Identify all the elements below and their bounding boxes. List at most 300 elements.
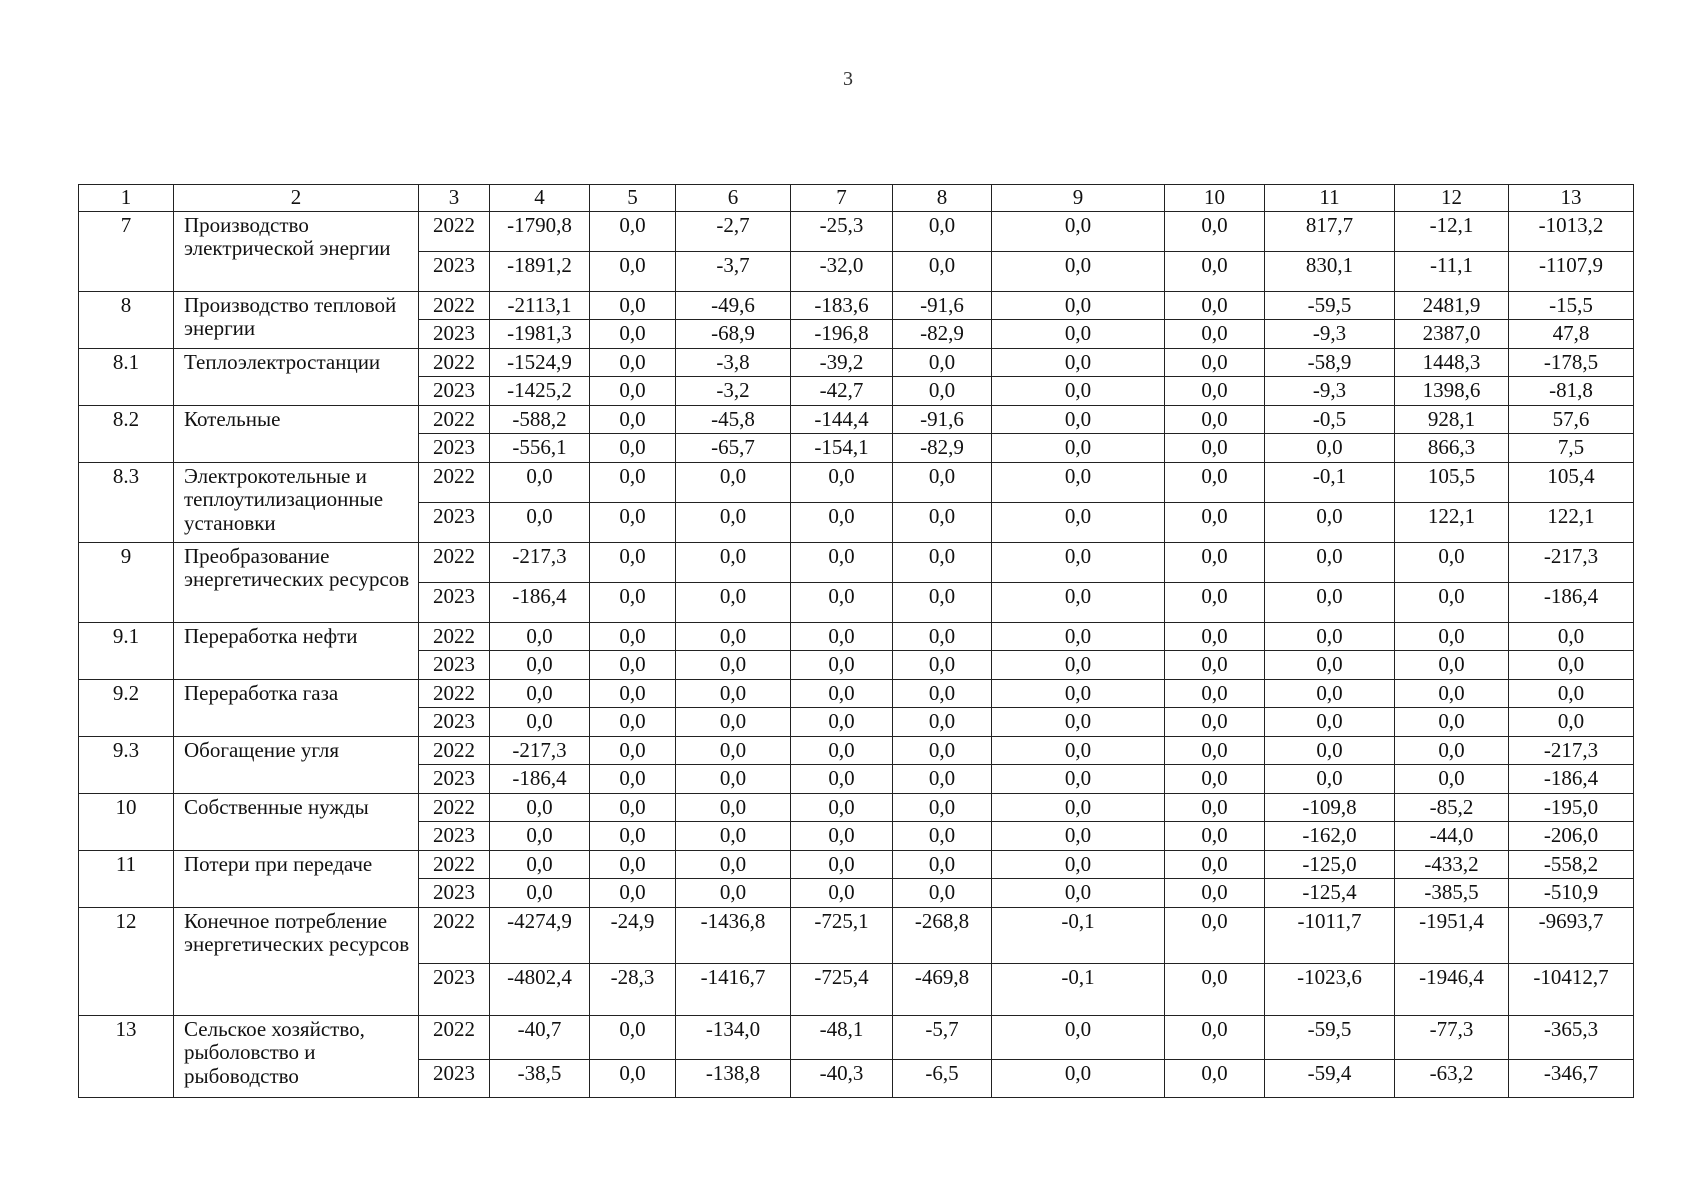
table-row — [79, 736, 1634, 765]
column-number-header: 12 — [1395, 185, 1509, 212]
value-cell: 0,0 — [893, 850, 992, 879]
value-cell: -178,5 — [1509, 348, 1634, 377]
value-cell: 0,0 — [893, 542, 992, 582]
value-cell: -59,5 — [1265, 291, 1395, 320]
value-cell: 0,0 — [676, 708, 791, 737]
value-cell: -186,4 — [1509, 765, 1634, 794]
year-cell: 2022 — [419, 907, 490, 963]
year-cell: 2023 — [419, 879, 490, 908]
column-number-header: 8 — [893, 185, 992, 212]
year-cell: 2022 — [419, 622, 490, 651]
value-cell: 0,0 — [1395, 679, 1509, 708]
column-number-header: 11 — [1265, 185, 1395, 212]
value-cell: 0,0 — [1165, 377, 1265, 406]
year-cell: 2023 — [419, 822, 490, 851]
value-cell: 0,0 — [1165, 582, 1265, 622]
table-row — [79, 462, 1634, 502]
value-cell: -28,3 — [590, 963, 676, 1015]
value-cell: -154,1 — [791, 434, 893, 463]
year-cell: 2022 — [419, 542, 490, 582]
value-cell: -0,1 — [992, 907, 1165, 963]
value-cell: 0,0 — [676, 850, 791, 879]
value-cell: 2481,9 — [1395, 291, 1509, 320]
value-cell: -217,3 — [1509, 736, 1634, 765]
value-cell: 0,0 — [676, 765, 791, 794]
value-cell: -195,0 — [1509, 793, 1634, 822]
column-number-header: 7 — [791, 185, 893, 212]
value-cell: 0,0 — [1165, 679, 1265, 708]
value-cell: 0,0 — [992, 822, 1165, 851]
row-name: Собственные нужды — [174, 793, 419, 850]
value-cell: 0,0 — [893, 348, 992, 377]
value-cell: 0,0 — [490, 679, 590, 708]
value-cell: -63,2 — [1395, 1059, 1509, 1097]
value-cell: -1790,8 — [490, 211, 590, 251]
value-cell: 57,6 — [1509, 405, 1634, 434]
value-cell: -134,0 — [676, 1015, 791, 1059]
value-cell: 0,0 — [893, 822, 992, 851]
value-cell: 0,0 — [1165, 822, 1265, 851]
value-cell: -10412,7 — [1509, 963, 1634, 1015]
value-cell: 122,1 — [1395, 502, 1509, 542]
value-cell: -38,5 — [490, 1059, 590, 1097]
value-cell: -48,1 — [791, 1015, 893, 1059]
value-cell: 0,0 — [893, 377, 992, 406]
value-cell: 0,0 — [992, 679, 1165, 708]
value-cell: 0,0 — [992, 765, 1165, 794]
value-cell: 0,0 — [490, 708, 590, 737]
table-row — [79, 793, 1634, 822]
value-cell: 47,8 — [1509, 320, 1634, 349]
value-cell: 0,0 — [676, 462, 791, 502]
year-cell: 2022 — [419, 291, 490, 320]
column-number-header: 6 — [676, 185, 791, 212]
value-cell: 0,0 — [1165, 211, 1265, 251]
table-row — [79, 622, 1634, 651]
value-cell: -268,8 — [893, 907, 992, 963]
value-cell: -186,4 — [490, 765, 590, 794]
value-cell: -2,7 — [676, 211, 791, 251]
value-cell: 0,0 — [893, 736, 992, 765]
value-cell: -558,2 — [1509, 850, 1634, 879]
value-cell: 0,0 — [992, 651, 1165, 680]
value-cell: 0,0 — [676, 879, 791, 908]
value-cell: 0,0 — [893, 582, 992, 622]
row-name: Электрокотельные и теплоутилизационные установки — [174, 462, 419, 542]
value-cell: 0,0 — [1395, 542, 1509, 582]
value-cell: 0,0 — [1165, 765, 1265, 794]
value-cell: 0,0 — [893, 793, 992, 822]
value-cell: 0,0 — [590, 211, 676, 251]
value-cell: 0,0 — [590, 348, 676, 377]
row-number: 10 — [79, 793, 174, 850]
value-cell: -1524,9 — [490, 348, 590, 377]
value-cell: 0,0 — [1265, 502, 1395, 542]
year-cell: 2023 — [419, 765, 490, 794]
row-number: 9.3 — [79, 736, 174, 793]
value-cell: -4274,9 — [490, 907, 590, 963]
value-cell: -65,7 — [676, 434, 791, 463]
year-cell: 2023 — [419, 434, 490, 463]
value-cell: -144,4 — [791, 405, 893, 434]
row-number: 11 — [79, 850, 174, 907]
value-cell: 0,0 — [1165, 434, 1265, 463]
row-name: Котельные — [174, 405, 419, 462]
value-cell: -162,0 — [1265, 822, 1395, 851]
value-cell: -725,4 — [791, 963, 893, 1015]
value-cell: 0,0 — [590, 850, 676, 879]
row-name: Производство электрической энергии — [174, 211, 419, 291]
value-cell: 0,0 — [590, 377, 676, 406]
value-cell: -0,1 — [992, 963, 1165, 1015]
value-cell: 0,0 — [1165, 651, 1265, 680]
value-cell: 0,0 — [1265, 736, 1395, 765]
value-cell: -59,4 — [1265, 1059, 1395, 1097]
value-cell: -217,3 — [1509, 542, 1634, 582]
column-number-header-row — [79, 185, 1634, 212]
value-cell: 0,0 — [490, 879, 590, 908]
value-cell: 0,0 — [1395, 708, 1509, 737]
value-cell: 7,5 — [1509, 434, 1634, 463]
value-cell: 0,0 — [590, 434, 676, 463]
value-cell: 0,0 — [676, 502, 791, 542]
value-cell: -25,3 — [791, 211, 893, 251]
row-number: 9.1 — [79, 622, 174, 679]
value-cell: -1023,6 — [1265, 963, 1395, 1015]
year-cell: 2022 — [419, 405, 490, 434]
value-cell: -1951,4 — [1395, 907, 1509, 963]
year-cell: 2023 — [419, 651, 490, 680]
value-cell: -1981,3 — [490, 320, 590, 349]
value-cell: 0,0 — [893, 679, 992, 708]
value-cell: 0,0 — [676, 679, 791, 708]
table-row — [79, 679, 1634, 708]
row-name: Конечное потребление энергетических ресурсов — [174, 907, 419, 1015]
value-cell: 0,0 — [490, 651, 590, 680]
value-cell: -9,3 — [1265, 320, 1395, 349]
value-cell: 0,0 — [992, 320, 1165, 349]
year-cell: 2023 — [419, 251, 490, 291]
value-cell: -40,7 — [490, 1015, 590, 1059]
value-cell: 0,0 — [590, 582, 676, 622]
column-number-header: 3 — [419, 185, 490, 212]
value-cell: 0,0 — [893, 708, 992, 737]
value-cell: 0,0 — [1165, 502, 1265, 542]
value-cell: -44,0 — [1395, 822, 1509, 851]
value-cell: 0,0 — [893, 879, 992, 908]
value-cell: -24,9 — [590, 907, 676, 963]
column-number-header: 5 — [590, 185, 676, 212]
value-cell: 0,0 — [893, 211, 992, 251]
value-cell: -58,9 — [1265, 348, 1395, 377]
row-name: Потери при передаче — [174, 850, 419, 907]
column-number-header: 10 — [1165, 185, 1265, 212]
value-cell: 0,0 — [791, 793, 893, 822]
column-number-header: 1 — [79, 185, 174, 212]
row-name: Теплоэлектростанции — [174, 348, 419, 405]
value-cell: 0,0 — [992, 502, 1165, 542]
value-cell: -556,1 — [490, 434, 590, 463]
value-cell: 830,1 — [1265, 251, 1395, 291]
value-cell: -0,1 — [1265, 462, 1395, 502]
value-cell: 0,0 — [590, 462, 676, 502]
value-cell: 0,0 — [1165, 622, 1265, 651]
value-cell: -183,6 — [791, 291, 893, 320]
table-row — [79, 405, 1634, 434]
year-cell: 2022 — [419, 736, 490, 765]
value-cell: 0,0 — [791, 542, 893, 582]
value-cell: 0,0 — [1165, 736, 1265, 765]
value-cell: 1448,3 — [1395, 348, 1509, 377]
value-cell: 0,0 — [590, 405, 676, 434]
value-cell: 866,3 — [1395, 434, 1509, 463]
value-cell: 0,0 — [490, 462, 590, 502]
value-cell: -91,6 — [893, 291, 992, 320]
table-row — [79, 542, 1634, 582]
row-name: Производство тепловой энергии — [174, 291, 419, 348]
value-cell: 0,0 — [590, 502, 676, 542]
value-cell: 0,0 — [992, 879, 1165, 908]
value-cell: 0,0 — [791, 850, 893, 879]
value-cell: 105,5 — [1395, 462, 1509, 502]
value-cell: 0,0 — [791, 736, 893, 765]
value-cell: 0,0 — [1265, 708, 1395, 737]
year-cell: 2023 — [419, 708, 490, 737]
value-cell: 0,0 — [992, 291, 1165, 320]
value-cell: 0,0 — [1509, 708, 1634, 737]
row-number: 12 — [79, 907, 174, 1015]
value-cell: -125,0 — [1265, 850, 1395, 879]
value-cell: 0,0 — [590, 1015, 676, 1059]
table-row — [79, 348, 1634, 377]
value-cell: 0,0 — [1165, 850, 1265, 879]
value-cell: 0,0 — [992, 850, 1165, 879]
value-cell: 0,0 — [893, 622, 992, 651]
value-cell: -85,2 — [1395, 793, 1509, 822]
table-row — [79, 907, 1634, 963]
row-name: Переработка газа — [174, 679, 419, 736]
value-cell: 0,0 — [791, 651, 893, 680]
value-cell: 0,0 — [992, 736, 1165, 765]
value-cell: 0,0 — [676, 582, 791, 622]
value-cell: -91,6 — [893, 405, 992, 434]
value-cell: -0,5 — [1265, 405, 1395, 434]
row-number: 8 — [79, 291, 174, 348]
value-cell: -385,5 — [1395, 879, 1509, 908]
value-cell: -82,9 — [893, 434, 992, 463]
value-cell: 0,0 — [791, 679, 893, 708]
value-cell: 0,0 — [992, 708, 1165, 737]
value-cell: 0,0 — [791, 879, 893, 908]
value-cell: -3,2 — [676, 377, 791, 406]
value-cell: 0,0 — [992, 1015, 1165, 1059]
table-row — [79, 211, 1634, 251]
value-cell: 0,0 — [791, 502, 893, 542]
value-cell: 0,0 — [590, 736, 676, 765]
value-cell: -49,6 — [676, 291, 791, 320]
value-cell: 0,0 — [590, 622, 676, 651]
year-cell: 2022 — [419, 793, 490, 822]
value-cell: 0,0 — [992, 251, 1165, 291]
row-number: 8.3 — [79, 462, 174, 542]
value-cell: -12,1 — [1395, 211, 1509, 251]
value-cell: -346,7 — [1509, 1059, 1634, 1097]
year-cell: 2022 — [419, 462, 490, 502]
value-cell: -45,8 — [676, 405, 791, 434]
value-cell: -588,2 — [490, 405, 590, 434]
value-cell: 0,0 — [676, 822, 791, 851]
row-number: 8.1 — [79, 348, 174, 405]
year-cell: 2022 — [419, 1015, 490, 1059]
value-cell: 2387,0 — [1395, 320, 1509, 349]
value-cell: 0,0 — [1165, 251, 1265, 291]
value-cell: 0,0 — [490, 622, 590, 651]
column-number-header: 13 — [1509, 185, 1634, 212]
value-cell: 0,0 — [893, 462, 992, 502]
value-cell: -4802,4 — [490, 963, 590, 1015]
value-cell: 1398,6 — [1395, 377, 1509, 406]
value-cell: 0,0 — [1265, 622, 1395, 651]
value-cell: -59,5 — [1265, 1015, 1395, 1059]
value-cell: -3,7 — [676, 251, 791, 291]
value-cell: 0,0 — [490, 502, 590, 542]
year-cell: 2023 — [419, 1059, 490, 1097]
value-cell: 0,0 — [1165, 963, 1265, 1015]
value-cell: 0,0 — [676, 651, 791, 680]
value-cell: 0,0 — [1395, 651, 1509, 680]
value-cell: 0,0 — [590, 1059, 676, 1097]
page-number: 3 — [843, 68, 853, 90]
row-number: 8.2 — [79, 405, 174, 462]
value-cell: 0,0 — [1395, 622, 1509, 651]
value-cell: 0,0 — [1165, 708, 1265, 737]
value-cell: 0,0 — [676, 736, 791, 765]
value-cell: 0,0 — [893, 502, 992, 542]
row-name: Обогащение угля — [174, 736, 419, 793]
value-cell: 0,0 — [1509, 651, 1634, 680]
year-cell: 2022 — [419, 850, 490, 879]
value-cell: 0,0 — [676, 622, 791, 651]
value-cell: 0,0 — [992, 542, 1165, 582]
year-cell: 2022 — [419, 679, 490, 708]
value-cell: 0,0 — [1395, 736, 1509, 765]
value-cell: 928,1 — [1395, 405, 1509, 434]
value-cell: 0,0 — [1265, 434, 1395, 463]
value-cell: 0,0 — [992, 1059, 1165, 1097]
value-cell: -81,8 — [1509, 377, 1634, 406]
value-cell: 0,0 — [1265, 679, 1395, 708]
value-cell: 0,0 — [1165, 462, 1265, 502]
value-cell: -9693,7 — [1509, 907, 1634, 963]
value-cell: -1891,2 — [490, 251, 590, 291]
value-cell: 0,0 — [992, 405, 1165, 434]
value-cell: -9,3 — [1265, 377, 1395, 406]
value-cell: -365,3 — [1509, 1015, 1634, 1059]
value-cell: 0,0 — [590, 765, 676, 794]
value-cell: 0,0 — [490, 822, 590, 851]
value-cell: 0,0 — [676, 542, 791, 582]
value-cell: -68,9 — [676, 320, 791, 349]
row-number: 7 — [79, 211, 174, 291]
year-cell: 2023 — [419, 320, 490, 349]
value-cell: 0,0 — [590, 651, 676, 680]
value-cell: 0,0 — [1165, 879, 1265, 908]
value-cell: 0,0 — [893, 251, 992, 291]
value-cell: 105,4 — [1509, 462, 1634, 502]
value-cell: 0,0 — [992, 622, 1165, 651]
value-cell: 0,0 — [590, 793, 676, 822]
value-cell: -125,4 — [1265, 879, 1395, 908]
table-row — [79, 291, 1634, 320]
value-cell: -725,1 — [791, 907, 893, 963]
value-cell: 0,0 — [1265, 765, 1395, 794]
value-cell: -39,2 — [791, 348, 893, 377]
value-cell: -433,2 — [1395, 850, 1509, 879]
value-cell: 0,0 — [590, 708, 676, 737]
value-cell: 0,0 — [893, 651, 992, 680]
value-cell: -1107,9 — [1509, 251, 1634, 291]
value-cell: -1425,2 — [490, 377, 590, 406]
value-cell: -32,0 — [791, 251, 893, 291]
value-cell: 0,0 — [1395, 765, 1509, 794]
value-cell: 0,0 — [1165, 291, 1265, 320]
value-cell: -82,9 — [893, 320, 992, 349]
value-cell: -469,8 — [893, 963, 992, 1015]
value-cell: 0,0 — [590, 251, 676, 291]
value-cell: 122,1 — [1509, 502, 1634, 542]
value-cell: -217,3 — [490, 542, 590, 582]
row-name: Преобразование энергетических ресурсов — [174, 542, 419, 622]
value-cell: 0,0 — [992, 348, 1165, 377]
value-cell: 0,0 — [992, 582, 1165, 622]
year-cell: 2023 — [419, 582, 490, 622]
value-cell: -2113,1 — [490, 291, 590, 320]
value-cell: -11,1 — [1395, 251, 1509, 291]
value-cell: 0,0 — [893, 765, 992, 794]
value-cell: 817,7 — [1265, 211, 1395, 251]
row-name: Сельское хозяйство, рыболовство и рыбоводство — [174, 1015, 419, 1097]
value-cell: 0,0 — [1509, 622, 1634, 651]
value-cell: 0,0 — [1509, 679, 1634, 708]
value-cell: 0,0 — [676, 793, 791, 822]
value-cell: -40,3 — [791, 1059, 893, 1097]
value-cell: 0,0 — [1165, 1015, 1265, 1059]
year-cell: 2022 — [419, 211, 490, 251]
value-cell: -206,0 — [1509, 822, 1634, 851]
value-cell: -196,8 — [791, 320, 893, 349]
row-number: 9 — [79, 542, 174, 622]
value-cell: -6,5 — [893, 1059, 992, 1097]
value-cell: 0,0 — [1165, 320, 1265, 349]
value-cell: 0,0 — [992, 793, 1165, 822]
value-cell: 0,0 — [992, 377, 1165, 406]
value-cell: 0,0 — [1265, 582, 1395, 622]
year-cell: 2023 — [419, 502, 490, 542]
value-cell: -1946,4 — [1395, 963, 1509, 1015]
value-cell: 0,0 — [1165, 793, 1265, 822]
value-cell: 0,0 — [1165, 1059, 1265, 1097]
value-cell: 0,0 — [590, 542, 676, 582]
row-number: 13 — [79, 1015, 174, 1097]
value-cell: 0,0 — [590, 320, 676, 349]
value-cell: -15,5 — [1509, 291, 1634, 320]
value-cell: 0,0 — [1165, 348, 1265, 377]
value-cell: -1436,8 — [676, 907, 791, 963]
value-cell: -77,3 — [1395, 1015, 1509, 1059]
value-cell: 0,0 — [590, 679, 676, 708]
value-cell: 0,0 — [1265, 542, 1395, 582]
value-cell: -186,4 — [490, 582, 590, 622]
